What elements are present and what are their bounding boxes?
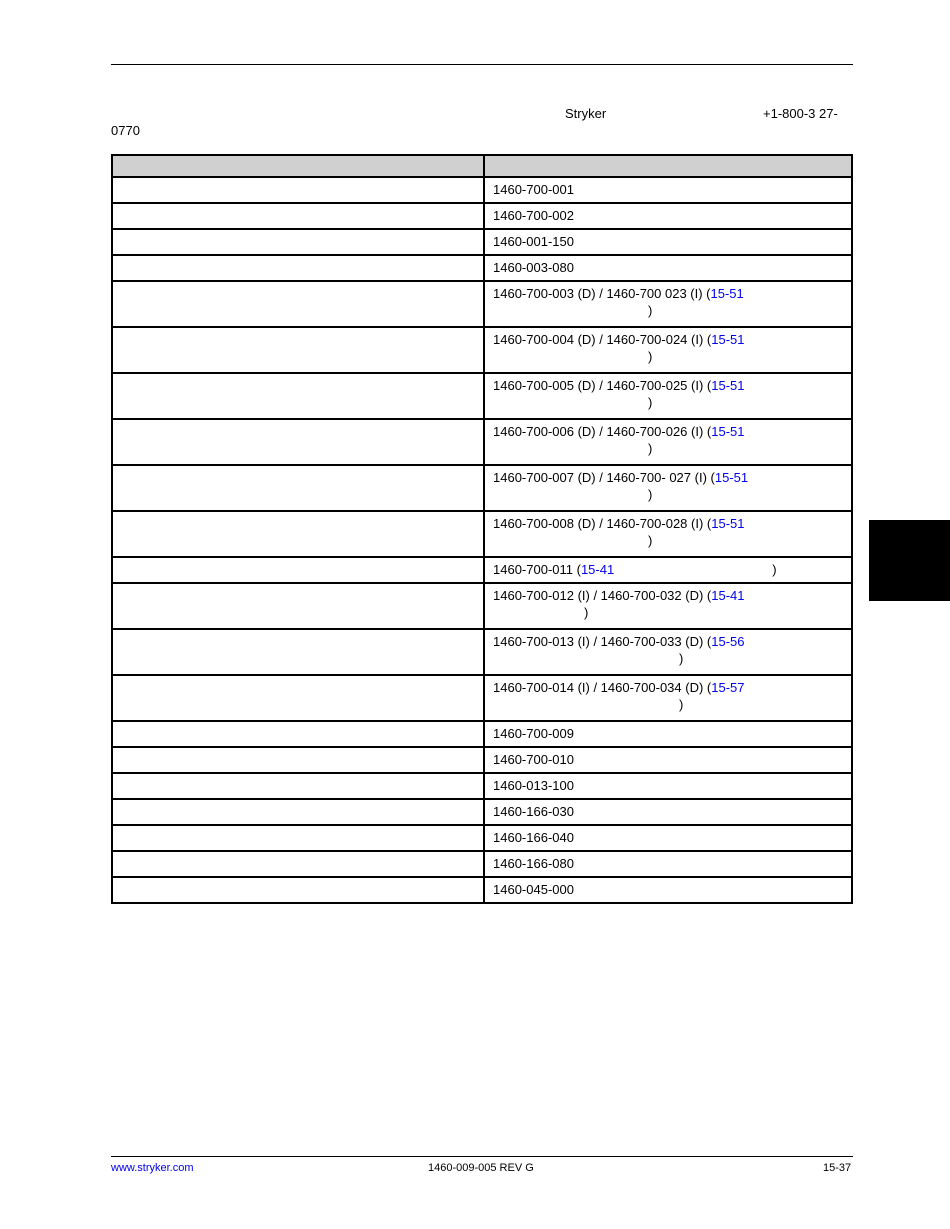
intro-phone-continued: 0770 xyxy=(111,123,140,138)
table-row xyxy=(112,747,852,773)
page-reference-link[interactable]: 15-41 xyxy=(711,588,745,603)
description-cell xyxy=(112,747,484,773)
table-row xyxy=(112,203,852,229)
table-row xyxy=(112,465,852,511)
part-number-cell xyxy=(484,373,852,419)
page-reference-link[interactable]: 15-57 xyxy=(711,680,745,695)
part-number-cell xyxy=(484,825,852,851)
page-reference-link[interactable]: 15-51 xyxy=(710,286,744,301)
description-cell xyxy=(112,721,484,747)
page-reference-link[interactable]: 15-51 xyxy=(714,470,749,485)
part-number-cell xyxy=(484,255,852,281)
part-number: 1460-700-001 xyxy=(493,182,574,197)
table-row xyxy=(112,799,852,825)
part-number-cell xyxy=(484,229,852,255)
part-number: 1460-013-100 xyxy=(493,778,574,793)
part-number: 1460-700-003 (D) / 1460-700 023 (I) ( xyxy=(493,286,711,301)
table-row xyxy=(112,255,852,281)
table-row xyxy=(112,511,852,557)
table-row xyxy=(112,327,852,373)
part-number: 1460-700-013 (I) / 1460-700-033 (D) ( xyxy=(493,634,712,649)
part-number-cell xyxy=(484,877,852,903)
part-number: 1460-700-002 xyxy=(493,208,574,223)
page-reference-link[interactable]: 15-51 xyxy=(711,424,745,439)
part-number: 1460-700-014 (I) / 1460-700-034 (D) ( xyxy=(493,680,712,695)
page-reference-link[interactable]: 15-51 xyxy=(711,516,745,531)
table-row xyxy=(112,281,852,327)
table-row xyxy=(112,851,852,877)
part-number: 1460-700-008 (D) / 1460-700-028 (I) ( xyxy=(493,516,712,531)
reference-close: ) xyxy=(648,487,653,502)
footer-rule xyxy=(111,1156,853,1157)
table-row xyxy=(112,557,852,583)
table-row xyxy=(112,177,852,203)
table-row xyxy=(112,825,852,851)
part-number: 1460-045-000 xyxy=(493,882,574,897)
part-number: 1460-700-010 xyxy=(493,752,574,767)
part-number: 1460-700-005 (D) / 1460-700-025 (I) ( xyxy=(493,378,712,393)
table-header-row xyxy=(112,155,852,177)
part-number: 1460-166-040 xyxy=(493,830,574,845)
description-cell xyxy=(112,229,484,255)
parts-table xyxy=(111,154,853,904)
reference-close: ) xyxy=(648,349,653,364)
table-row xyxy=(112,419,852,465)
page-reference-link[interactable]: 15-56 xyxy=(711,634,745,649)
page-reference-link[interactable]: 15-51 xyxy=(711,332,745,347)
header-part-number xyxy=(484,155,852,177)
table-row xyxy=(112,675,852,721)
reference-close: ) xyxy=(772,562,777,577)
part-number-cell xyxy=(484,773,852,799)
description-cell xyxy=(112,799,484,825)
part-number: 1460-001-150 xyxy=(493,234,574,249)
description-cell xyxy=(112,203,484,229)
description-cell xyxy=(112,511,484,557)
description-cell xyxy=(112,255,484,281)
description-cell xyxy=(112,557,484,583)
page-reference-link[interactable]: 15-41 xyxy=(580,562,615,577)
footer-website-link[interactable]: www.stryker.com xyxy=(111,1162,194,1174)
description-cell xyxy=(112,177,484,203)
part-number-cell xyxy=(484,721,852,747)
table-row xyxy=(112,877,852,903)
description-cell xyxy=(112,373,484,419)
part-number: 1460-003-080 xyxy=(493,260,574,275)
part-number: 1460-166-080 xyxy=(493,856,574,871)
part-number: 1460-700-004 (D) / 1460-700-024 (I) ( xyxy=(493,332,712,347)
part-number-cell xyxy=(484,281,852,327)
part-number: 1460-700-012 (I) / 1460-700-032 (D) ( xyxy=(493,588,712,603)
part-number-cell xyxy=(484,177,852,203)
footer-document-number: 1460-009-005 REV G xyxy=(428,1162,534,1174)
description-cell xyxy=(112,877,484,903)
part-number-cell xyxy=(484,419,852,465)
part-number: 1460-700-007 (D) / 1460-700- 027 (I) ( xyxy=(493,470,715,485)
part-number: 1460-700-009 xyxy=(493,726,574,741)
reference-close: ) xyxy=(648,533,653,548)
part-number-cell xyxy=(484,327,852,373)
reference-close: ) xyxy=(679,697,684,712)
part-number-cell xyxy=(484,203,852,229)
intro-phone: +1-800-3 27- xyxy=(763,106,838,121)
description-cell xyxy=(112,851,484,877)
part-number-cell xyxy=(484,465,852,511)
header-rule xyxy=(111,64,853,65)
footer-page-number: 15-37 xyxy=(823,1162,852,1174)
part-number-cell xyxy=(484,799,852,825)
part-number-cell xyxy=(484,747,852,773)
reference-close: ) xyxy=(584,605,589,620)
part-number-cell xyxy=(484,629,852,675)
table-row xyxy=(112,773,852,799)
table-row xyxy=(112,583,852,629)
part-number: 1460-166-030 xyxy=(493,804,574,819)
description-cell xyxy=(112,583,484,629)
description-cell xyxy=(112,825,484,851)
description-cell xyxy=(112,327,484,373)
description-cell xyxy=(112,281,484,327)
reference-close: ) xyxy=(679,651,684,666)
part-number: 1460-700-011 ( xyxy=(493,562,581,577)
part-number-cell xyxy=(484,583,852,629)
description-cell xyxy=(112,773,484,799)
description-cell xyxy=(112,629,484,675)
part-number-cell xyxy=(484,557,852,583)
reference-close: ) xyxy=(648,303,653,318)
table-row xyxy=(112,721,852,747)
part-number-cell xyxy=(484,675,852,721)
header-description xyxy=(112,155,484,177)
description-cell xyxy=(112,419,484,465)
description-cell xyxy=(112,675,484,721)
intro-brand: Stryker xyxy=(565,106,607,121)
part-number-cell xyxy=(484,851,852,877)
section-tab-marker xyxy=(869,520,950,601)
reference-close: ) xyxy=(648,441,653,456)
description-cell xyxy=(112,465,484,511)
part-number: 1460-700-006 (D) / 1460-700-026 (I) ( xyxy=(493,424,712,439)
table-row xyxy=(112,229,852,255)
table-row xyxy=(112,629,852,675)
page-reference-link[interactable]: 15-51 xyxy=(711,378,745,393)
table-row xyxy=(112,373,852,419)
reference-close: ) xyxy=(648,395,653,410)
part-number-cell xyxy=(484,511,852,557)
